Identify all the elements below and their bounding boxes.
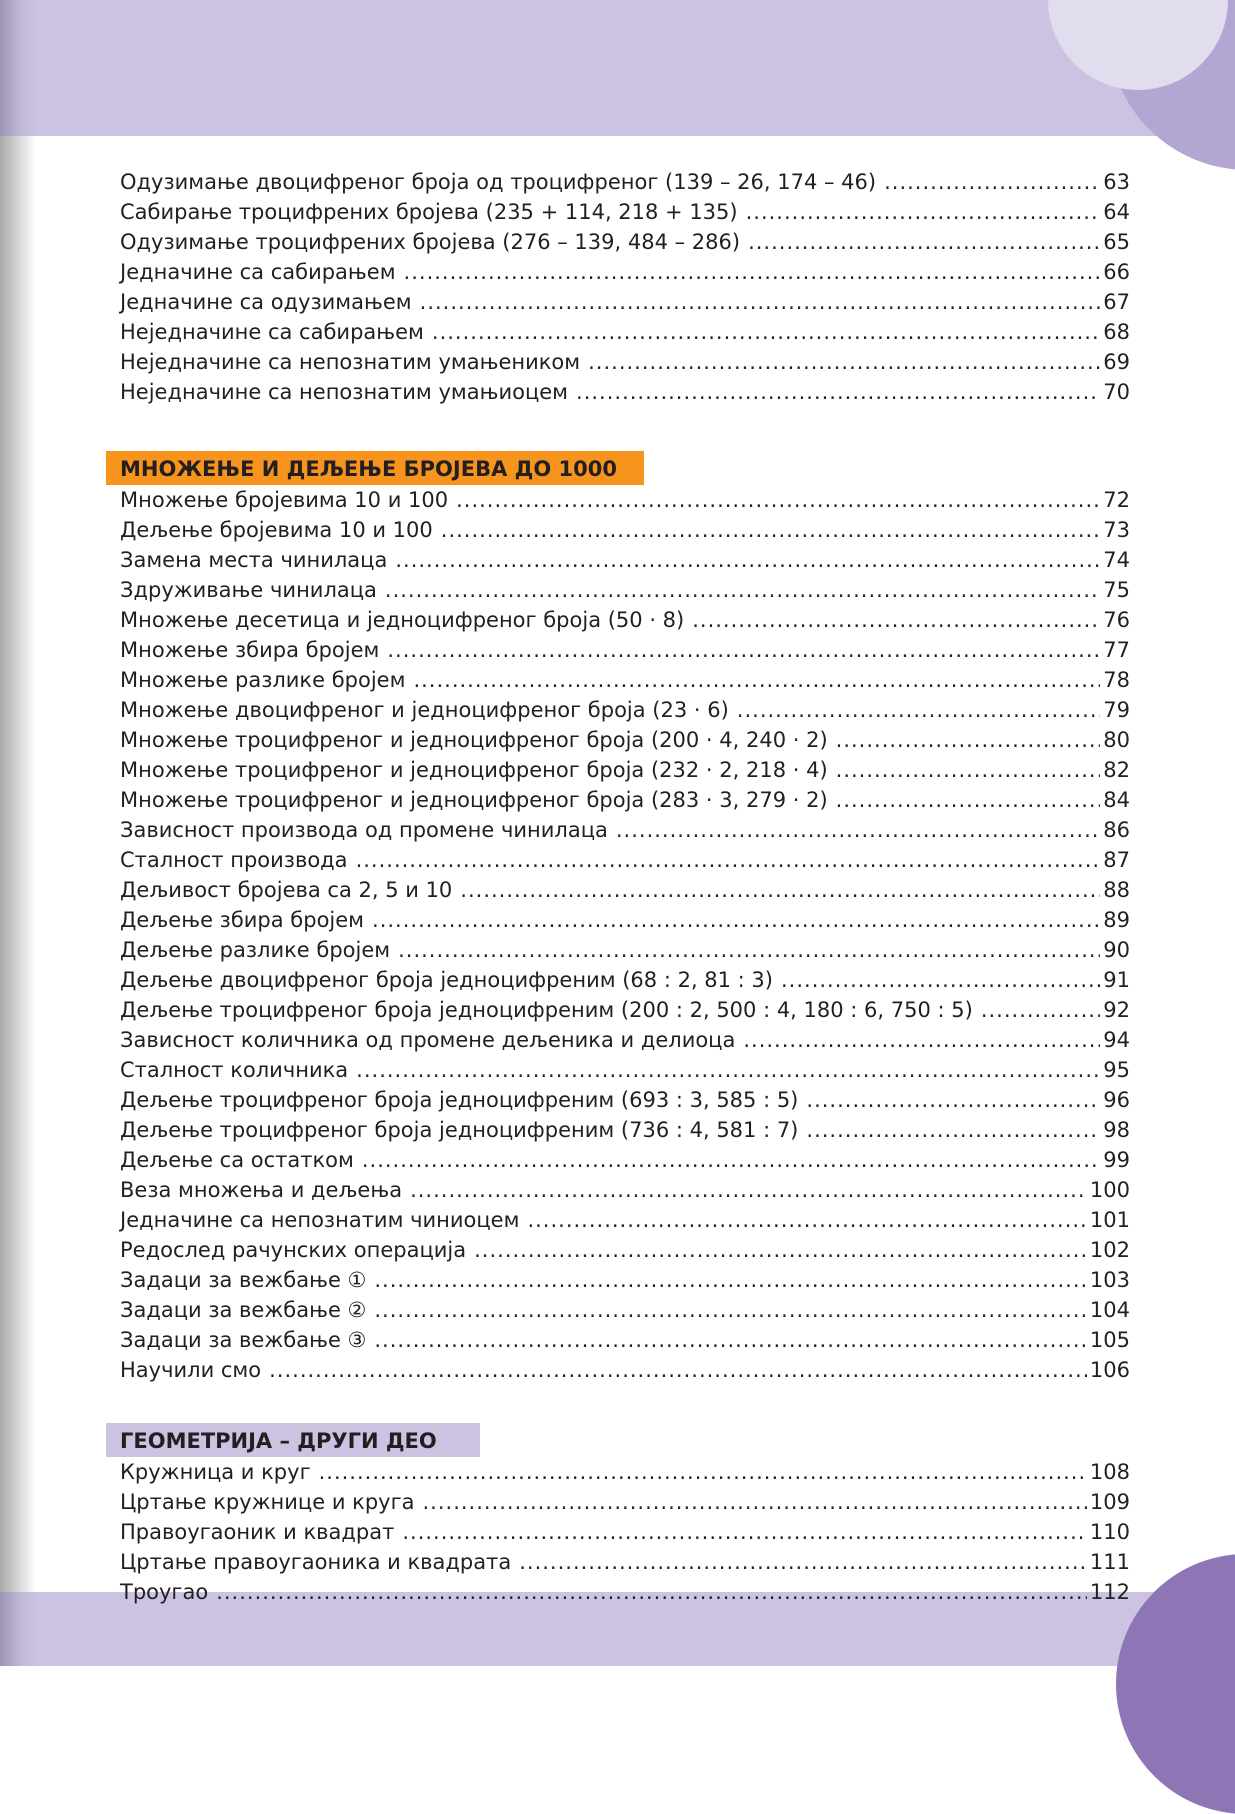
toc-entry[interactable] xyxy=(120,1577,1130,1607)
toc-dot-leader xyxy=(413,665,1100,695)
toc-entry-title: Множење десетица и једноцифреног броја (50 · 8) xyxy=(120,608,685,632)
toc-entry-title: Сталност производа xyxy=(120,848,348,872)
toc-dot-leader xyxy=(456,485,1100,515)
toc-entry[interactable] xyxy=(120,1457,1130,1487)
toc-entry-title: Сабирање троцифрених бројева (235 + 114, 218 + 135) xyxy=(120,200,738,224)
toc-entry-page-number: 91 xyxy=(1103,968,1130,992)
toc-list-section1 xyxy=(120,485,1130,1385)
toc-entry[interactable] xyxy=(120,1265,1130,1295)
toc-dot-leader xyxy=(216,1577,1087,1607)
toc-entry-title: Дељење разлике бројем xyxy=(120,938,391,962)
toc-list-top xyxy=(120,167,1130,407)
toc-entry[interactable] xyxy=(120,1115,1130,1145)
toc-dot-leader xyxy=(423,1487,1087,1517)
toc-dot-leader xyxy=(806,1115,1100,1145)
toc-entry[interactable] xyxy=(120,845,1130,875)
toc-entry-title: Дељење двоцифреног броја једноцифреним (68 : 2, 81 : 3) xyxy=(120,968,773,992)
toc-entry[interactable] xyxy=(120,515,1130,545)
toc-entry[interactable] xyxy=(120,227,1130,257)
toc-entry-page-number: 82 xyxy=(1103,758,1130,782)
toc-entry-page-number: 74 xyxy=(1103,548,1130,572)
toc-dot-leader xyxy=(806,1085,1100,1115)
toc-entry-title: Множење бројевима 10 и 100 xyxy=(120,488,449,512)
toc-entry-page-number: 63 xyxy=(1103,170,1130,194)
toc-entry-page-number: 88 xyxy=(1103,878,1130,902)
toc-entry-page-number: 92 xyxy=(1103,998,1130,1022)
toc-entry-title: Неједначине са сабирањем xyxy=(120,320,424,344)
toc-dot-leader xyxy=(441,515,1101,545)
toc-entry-title: Дељење троцифреног броја једноцифреним (736 : 4, 581 : 7) xyxy=(120,1118,799,1142)
toc-entry-title: Неједначине са непознатим умањиоцем xyxy=(120,380,569,404)
toc-dot-leader xyxy=(385,575,1100,605)
toc-entry-page-number: 70 xyxy=(1103,380,1130,404)
toc-entry[interactable] xyxy=(120,755,1130,785)
toc-entry-title: Множење разлике бројем xyxy=(120,668,406,692)
toc-entry-title: Здруживање чинилаца xyxy=(120,578,377,602)
toc-entry[interactable] xyxy=(120,605,1130,635)
toc-entry-page-number: 68 xyxy=(1103,320,1130,344)
toc-entry-title: Неједначине са непознатим умањеником xyxy=(120,350,581,374)
toc-entry-page-number: 108 xyxy=(1089,1460,1130,1484)
toc-entry[interactable] xyxy=(120,695,1130,725)
toc-entry[interactable] xyxy=(120,1175,1130,1205)
toc-entry-title: Множење троцифреног и једноцифреног броја (200 · 4, 240 · 2) xyxy=(120,728,828,752)
toc-entry[interactable] xyxy=(120,965,1130,995)
toc-entry-title: Веза множења и дељења xyxy=(120,1178,403,1202)
toc-entry[interactable] xyxy=(120,545,1130,575)
toc-entry-page-number: 110 xyxy=(1089,1520,1130,1544)
toc-entry[interactable] xyxy=(120,725,1130,755)
table-of-contents xyxy=(120,167,1130,1607)
toc-entry-page-number: 73 xyxy=(1103,518,1130,542)
toc-dot-leader xyxy=(884,167,1100,197)
toc-entry-page-number: 84 xyxy=(1103,788,1130,812)
toc-entry-page-number: 90 xyxy=(1103,938,1130,962)
toc-entry[interactable] xyxy=(120,1547,1130,1577)
toc-entry-page-number: 79 xyxy=(1103,698,1130,722)
toc-entry-page-number: 69 xyxy=(1103,350,1130,374)
toc-entry[interactable] xyxy=(120,665,1130,695)
spine-shadow xyxy=(0,136,36,1592)
toc-dot-leader xyxy=(836,785,1101,815)
toc-entry-title: Задаци за вежбање ③ xyxy=(120,1328,367,1352)
toc-dot-leader xyxy=(374,1325,1087,1355)
toc-entry-page-number: 111 xyxy=(1089,1550,1130,1574)
toc-entry-page-number: 75 xyxy=(1103,578,1130,602)
toc-entry[interactable] xyxy=(120,1085,1130,1115)
toc-entry-title: Цртање правоугаоника и квадрата xyxy=(120,1550,512,1574)
toc-dot-leader xyxy=(356,845,1101,875)
toc-entry-page-number: 109 xyxy=(1089,1490,1130,1514)
toc-entry-page-number: 106 xyxy=(1089,1358,1130,1382)
toc-entry-page-number: 95 xyxy=(1103,1058,1130,1082)
toc-dot-leader xyxy=(410,1175,1087,1205)
toc-dot-leader xyxy=(836,755,1101,785)
toc-entry[interactable] xyxy=(120,575,1130,605)
toc-entry-page-number: 65 xyxy=(1103,230,1130,254)
toc-dot-leader xyxy=(319,1457,1087,1487)
toc-entry[interactable] xyxy=(120,1235,1130,1265)
toc-entry-title: Одузимање двоцифреног броја од троцифреног (139 – 26, 174 – 46) xyxy=(120,170,877,194)
toc-dot-leader xyxy=(743,1025,1100,1055)
toc-entry-page-number: 67 xyxy=(1103,290,1130,314)
toc-entry-page-number: 78 xyxy=(1103,668,1130,692)
section-heading-multiplication-division: МНОЖЕЊЕ И ДЕЉЕЊЕ БРОЈЕВА ДО 1000 xyxy=(106,451,644,485)
toc-entry-title: Троугао xyxy=(120,1580,209,1604)
toc-entry-title: Дељивост бројева са 2, 5 и 10 xyxy=(120,878,453,902)
toc-entry[interactable] xyxy=(120,1487,1130,1517)
toc-dot-leader xyxy=(398,935,1100,965)
toc-list-section2 xyxy=(120,1457,1130,1607)
toc-entry-title: Дељење бројевима 10 и 100 xyxy=(120,518,433,542)
toc-dot-leader xyxy=(616,815,1100,845)
toc-entry-page-number: 112 xyxy=(1089,1580,1130,1604)
toc-entry-page-number: 76 xyxy=(1103,608,1130,632)
toc-entry-title: Једначине са одузимањем xyxy=(120,290,412,314)
toc-entry-title: Зависност производа од промене чинилаца xyxy=(120,818,608,842)
toc-entry[interactable] xyxy=(120,875,1130,905)
toc-entry-title: Једначине са сабирањем xyxy=(120,260,396,284)
toc-entry[interactable] xyxy=(120,905,1130,935)
toc-dot-leader xyxy=(474,1235,1087,1265)
toc-dot-leader xyxy=(746,197,1101,227)
toc-entry[interactable] xyxy=(120,635,1130,665)
toc-dot-leader xyxy=(781,965,1100,995)
toc-entry[interactable] xyxy=(120,1025,1130,1055)
toc-entry[interactable] xyxy=(120,1145,1130,1175)
toc-entry-page-number: 77 xyxy=(1103,638,1130,662)
toc-dot-leader xyxy=(588,347,1100,377)
toc-entry-page-number: 105 xyxy=(1089,1328,1130,1352)
toc-entry[interactable] xyxy=(120,1355,1130,1385)
toc-dot-leader xyxy=(374,1265,1087,1295)
toc-dot-leader xyxy=(748,227,1100,257)
toc-dot-leader xyxy=(836,725,1101,755)
toc-entry-page-number: 87 xyxy=(1103,848,1130,872)
toc-entry[interactable] xyxy=(120,815,1130,845)
toc-entry-title: Научили смо xyxy=(120,1358,262,1382)
toc-entry[interactable] xyxy=(120,287,1130,317)
toc-entry-page-number: 94 xyxy=(1103,1028,1130,1052)
toc-entry-title: Цртање кружнице и круга xyxy=(120,1490,415,1514)
toc-entry[interactable] xyxy=(120,995,1130,1025)
toc-dot-leader xyxy=(420,287,1101,317)
toc-entry[interactable] xyxy=(120,935,1130,965)
toc-dot-leader xyxy=(372,905,1100,935)
toc-entry[interactable] xyxy=(120,377,1130,407)
toc-entry-page-number: 99 xyxy=(1103,1148,1130,1172)
toc-dot-leader xyxy=(527,1205,1086,1235)
toc-entry-page-number: 102 xyxy=(1089,1238,1130,1262)
toc-dot-leader xyxy=(460,875,1100,905)
toc-dot-leader xyxy=(692,605,1100,635)
toc-entry-title: Множење троцифреног и једноцифреног броја (283 · 3, 279 · 2) xyxy=(120,788,828,812)
toc-dot-leader xyxy=(387,635,1100,665)
toc-entry[interactable] xyxy=(120,167,1130,197)
toc-dot-leader xyxy=(576,377,1100,407)
toc-entry-page-number: 89 xyxy=(1103,908,1130,932)
toc-entry-title: Кружница и круг xyxy=(120,1460,311,1484)
toc-entry-page-number: 66 xyxy=(1103,260,1130,284)
toc-entry[interactable] xyxy=(120,197,1130,227)
toc-entry-title: Задаци за вежбање ① xyxy=(120,1268,367,1292)
toc-entry-page-number: 104 xyxy=(1089,1298,1130,1322)
toc-entry[interactable] xyxy=(120,1325,1130,1355)
toc-dot-leader xyxy=(374,1295,1087,1325)
toc-entry-title: Редослед рачунских операција xyxy=(120,1238,467,1262)
toc-entry[interactable] xyxy=(120,257,1130,287)
toc-dot-leader xyxy=(981,995,1100,1025)
toc-dot-leader xyxy=(269,1355,1087,1385)
toc-entry-page-number: 80 xyxy=(1103,728,1130,752)
toc-entry-title: Једначине са непознатим чиниоцем xyxy=(120,1208,520,1232)
toc-entry-page-number: 72 xyxy=(1103,488,1130,512)
toc-entry[interactable] xyxy=(120,1205,1130,1235)
toc-entry[interactable] xyxy=(120,317,1130,347)
toc-entry-page-number: 64 xyxy=(1103,200,1130,224)
toc-entry-title: Дељење троцифреног броја једноцифреним (200 : 2, 500 : 4, 180 : 6, 750 : 5) xyxy=(120,998,973,1022)
toc-dot-leader xyxy=(404,257,1101,287)
toc-dot-leader xyxy=(402,1517,1087,1547)
toc-entry[interactable] xyxy=(120,347,1130,377)
toc-entry-title: Замена места чинилаца xyxy=(120,548,388,572)
toc-entry[interactable] xyxy=(120,785,1130,815)
toc-entry-page-number: 100 xyxy=(1089,1178,1130,1202)
toc-entry[interactable] xyxy=(120,485,1130,515)
toc-entry-title: Одузимање троцифрених бројева (276 – 139, 484 – 286) xyxy=(120,230,741,254)
toc-entry-title: Сталност количника xyxy=(120,1058,349,1082)
toc-dot-leader xyxy=(737,695,1100,725)
toc-entry[interactable] xyxy=(120,1517,1130,1547)
toc-entry[interactable] xyxy=(120,1055,1130,1085)
spine-shadow-bottom xyxy=(0,1592,36,1666)
toc-entry-title: Дељење троцифреног броја једноцифреним (693 : 3, 585 : 5) xyxy=(120,1088,799,1112)
toc-entry-title: Зависност количника од промене дељеника и делиоца xyxy=(120,1028,736,1052)
toc-entry-title: Дељење збира бројем xyxy=(120,908,365,932)
toc-entry[interactable] xyxy=(120,1295,1130,1325)
toc-entry-page-number: 98 xyxy=(1103,1118,1130,1142)
toc-entry-title: Множење двоцифреног и једноцифреног броја (23 · 6) xyxy=(120,698,729,722)
toc-entry-title: Правоугаоник и квадрат xyxy=(120,1520,395,1544)
toc-entry-page-number: 86 xyxy=(1103,818,1130,842)
section-heading-geometry: ГЕОМЕТРИЈА – ДРУГИ ДЕО xyxy=(106,1423,480,1457)
toc-dot-leader xyxy=(432,317,1100,347)
toc-dot-leader xyxy=(395,545,1100,575)
toc-dot-leader xyxy=(362,1145,1100,1175)
toc-entry-title: Задаци за вежбање ② xyxy=(120,1298,367,1322)
toc-entry-page-number: 101 xyxy=(1089,1208,1130,1232)
toc-entry-page-number: 103 xyxy=(1089,1268,1130,1292)
toc-entry-title: Множење збира бројем xyxy=(120,638,380,662)
toc-dot-leader xyxy=(519,1547,1087,1577)
toc-entry-title: Множење троцифреног и једноцифреног броја (232 · 2, 218 · 4) xyxy=(120,758,828,782)
toc-entry-title: Дељење са остатком xyxy=(120,1148,354,1172)
spine-shadow-top xyxy=(0,0,36,136)
toc-entry-page-number: 96 xyxy=(1103,1088,1130,1112)
toc-dot-leader xyxy=(356,1055,1100,1085)
